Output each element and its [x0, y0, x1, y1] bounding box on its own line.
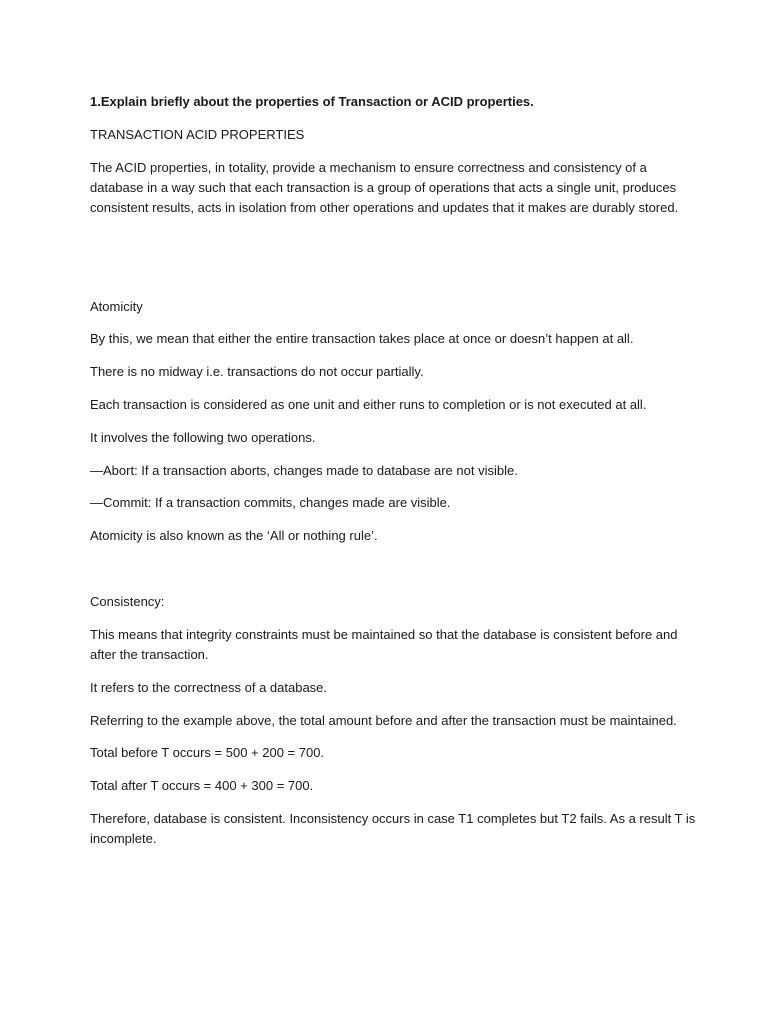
conclusion-line: incomplete. — [90, 831, 157, 846]
atomicity-paragraph: Atomicity is also known as the ‘All or nothing rule’. — [90, 528, 378, 543]
atomicity-paragraph: By this, we mean that either the entire transaction takes place at once or doesn’t happen at all. — [90, 331, 634, 346]
intro-paragraph — [90, 158, 690, 218]
intro-line: The ACID properties, in totality, provide a mechanism to ensure correctness and consistency of a — [90, 160, 647, 175]
abort-operation: —Abort: If a transaction aborts, changes made to database are not visible. — [90, 463, 518, 478]
atomicity-paragraph: There is no midway i.e. transactions do not occur partially. — [90, 364, 424, 379]
consistency-conclusion — [90, 809, 696, 849]
consistency-title: Consistency: — [90, 594, 165, 609]
question-heading: 1.Explain briefly about the properties of Transaction or ACID properties. — [90, 94, 534, 109]
consistency-line: after the transaction. — [90, 647, 209, 662]
consistency-paragraph: Referring to the example above, the total amount before and after the transaction must be maintained. — [90, 713, 677, 728]
total-before: Total before T occurs = 500 + 200 = 700. — [90, 745, 325, 760]
consistency-paragraph: It refers to the correctness of a database. — [90, 680, 328, 695]
conclusion-line: Therefore, database is consistent. Inconsistency occurs in case T1 completes but T2 fails. As a result T is — [90, 811, 696, 826]
total-after: Total after T occurs = 400 + 300 = 700. — [90, 778, 314, 793]
commit-operation: —Commit: If a transaction commits, changes made are visible. — [90, 495, 451, 510]
intro-line: consistent results, acts in isolation from other operations and updates that it makes are durably stored. — [90, 200, 679, 215]
atomicity-paragraph: Each transaction is considered as one unit and either runs to completion or is not executed at all. — [90, 397, 647, 412]
consistency-line: This means that integrity constraints must be maintained so that the database is consistent before and — [90, 627, 678, 642]
atomicity-title: Atomicity — [90, 299, 143, 314]
intro-line: database in a way such that each transaction is a group of operations that acts a single unit, produces — [90, 180, 677, 195]
section-subheading: TRANSACTION ACID PROPERTIES — [90, 127, 305, 142]
atomicity-paragraph: It involves the following two operations. — [90, 430, 316, 445]
consistency-paragraph — [90, 625, 690, 665]
